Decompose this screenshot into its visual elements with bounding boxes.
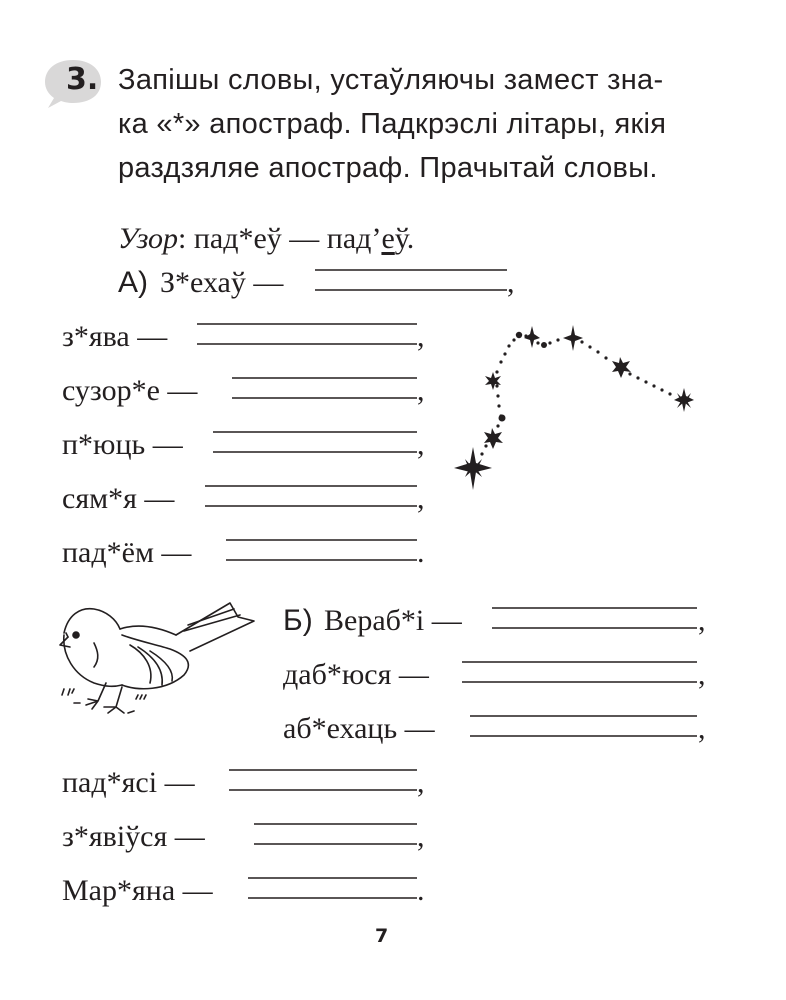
answer-blank-b5[interactable] [254,823,417,845]
example-line: Узор: пад*еў — пад’еў. [118,222,415,255]
example-label: Узор [118,222,178,255]
instruction-line-1: Запішы словы, устаўляючы замест зна- [118,64,664,96]
answer-blank-b6[interactable] [248,877,417,899]
example-underlined-letter-1: д [356,222,372,255]
section-a-word-5: сям*я — [62,482,175,515]
page-number: 7 [375,925,389,947]
section-b-label: Б) [283,604,313,637]
answer-blank-a4[interactable] [213,431,417,453]
section-b-word-2: даб*юся — [283,658,429,691]
instruction-line-2: ка «*» апостраф. Падкрэслі літары, якія [118,108,667,140]
answer-blank-a2[interactable] [197,323,417,345]
answer-blank-b2[interactable] [462,661,697,683]
answer-blank-a5[interactable] [205,485,417,507]
section-b-word-4: пад*ясі — [62,766,195,799]
instruction-line-3: раздзяляе апостраф. Прачытай словы. [118,152,658,184]
section-a-word-3: сузор*е — [62,374,198,407]
section-b-word-5: з*явіўся — [62,820,205,853]
answer-blank-a1[interactable] [315,269,507,291]
answer-blank-b4[interactable] [229,769,417,791]
example-task: пад*еў — па [186,222,357,255]
section-b-word-6: Мар*яна — [62,874,213,907]
answer-blank-a6[interactable] [226,539,417,561]
section-a-word-4: п*юць — [62,428,183,461]
answer-blank-a3[interactable] [232,377,417,399]
section-a-word-6: пад*ём — [62,536,192,569]
answer-blank-b1[interactable] [492,607,697,629]
section-b-word-1: Вераб*і — [324,604,462,637]
constellation-stars-illustration [440,310,710,500]
section-a-label: А) [118,266,148,299]
answer-blank-b3[interactable] [470,715,697,737]
exercise-number: 3. [66,62,99,97]
sparrow-illustration [58,595,258,720]
section-a-word-1: З*ехаў — [160,266,284,299]
example-underlined-letter-2: е [381,222,395,255]
section-a-word-2: з*ява — [62,320,168,353]
section-b-word-3: аб*ехаць — [283,712,435,745]
